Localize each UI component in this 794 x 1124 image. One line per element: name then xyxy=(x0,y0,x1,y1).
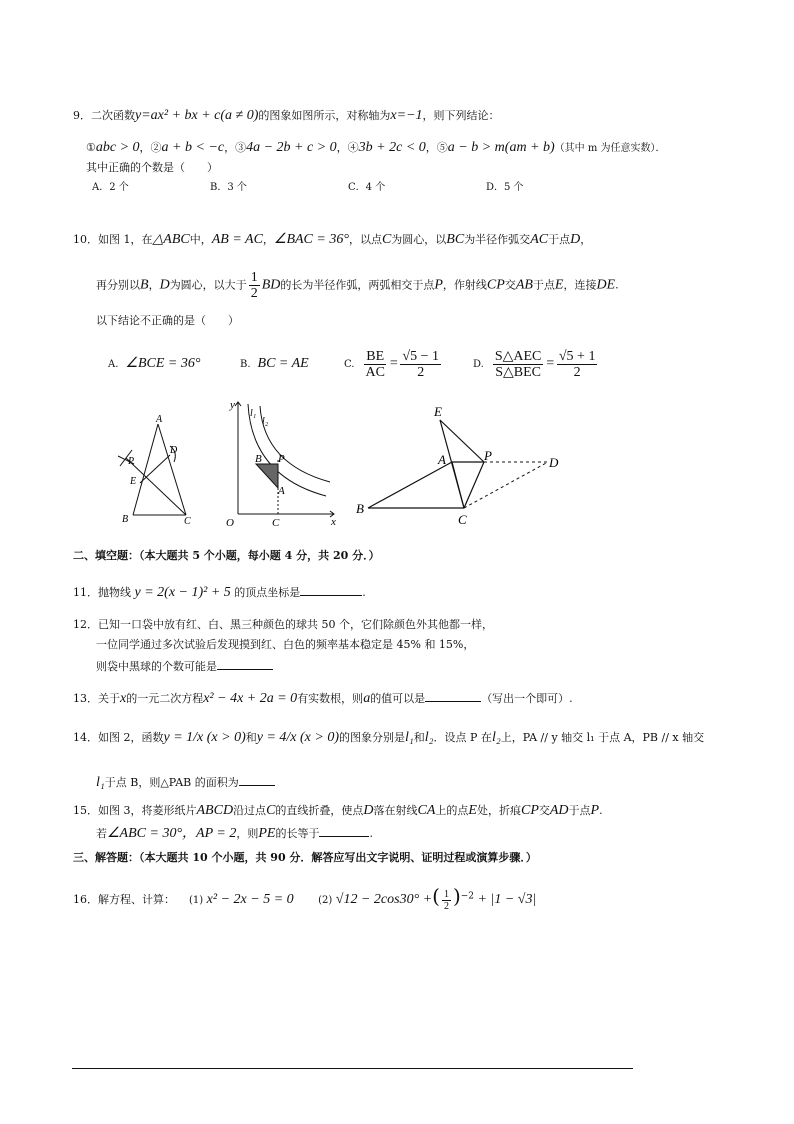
fig3-label-c: C xyxy=(458,512,467,527)
q12-line-2: 一位同学通过多次试验后发现摸到红、白色的频率基本稳定是 45% 和 15%， xyxy=(96,638,475,651)
q9-c1: ① xyxy=(86,141,96,154)
q15-text: 于点 xyxy=(568,804,591,817)
q9-stem-text-3: ，则下列结论： xyxy=(422,109,500,122)
q10-text: 再分别以 xyxy=(96,278,140,292)
q9-c2-expr: a + b < −c xyxy=(161,140,225,155)
dashed-cd xyxy=(464,462,548,508)
q14-text: 上， xyxy=(500,731,523,744)
q14-text: PB // x 轴交 xyxy=(642,731,705,744)
segment-ep xyxy=(440,420,484,462)
q10-var: AC xyxy=(530,232,549,247)
q10-ask: 以下结论不正确的是（ ） xyxy=(96,314,239,327)
q15-line-1 xyxy=(73,803,603,819)
q10-text: ， xyxy=(580,233,592,246)
fig1-label-d: D xyxy=(170,445,178,456)
q15-text: . xyxy=(369,827,373,840)
q10-text: 10．如图 1，在 xyxy=(73,233,153,246)
q13-text: 13．关于 xyxy=(73,692,120,705)
fraction-denominator: 2 xyxy=(443,900,449,912)
q15-var: AD xyxy=(549,803,569,818)
q10-var: BD xyxy=(261,277,281,293)
option-expr: BC = AE xyxy=(257,356,309,371)
q9-c4-expr: 3b + 2c < 0 xyxy=(358,140,426,155)
q10-var: B xyxy=(140,277,149,293)
q14-text: 14．如图 2，函数 xyxy=(73,731,164,744)
q10-var: E xyxy=(554,277,564,293)
q10-option-c xyxy=(344,344,443,385)
option-expr: ∠BCE = 36° xyxy=(125,356,201,371)
q9-c4: ，④ xyxy=(336,141,359,154)
fraction-denominator: 2 xyxy=(417,364,425,380)
option-label: A. xyxy=(108,359,119,370)
q15-var: PE xyxy=(258,826,276,841)
q15-text: 若 xyxy=(96,827,107,840)
q10-half-fraction xyxy=(249,270,260,301)
right-paren: ) xyxy=(452,884,461,908)
q12-text: 则袋中黑球的个数可能是 xyxy=(96,660,217,673)
q10-text: 于点 xyxy=(548,233,571,246)
q14-func-1: y = 1/x (x > 0) xyxy=(163,730,246,745)
q13-text: 有实数根，则 xyxy=(297,692,364,705)
fig1-label-e: E xyxy=(130,476,137,487)
q10-option-d xyxy=(473,344,599,385)
q15-text: 落在射线 xyxy=(373,804,418,817)
q10-text: 为半径作弧交 xyxy=(464,233,531,246)
q15-var: CA xyxy=(417,803,436,818)
q13-text: 的一元二次方程 xyxy=(126,692,204,705)
option-label: B. xyxy=(240,359,251,370)
fig2-label-b: B xyxy=(255,453,262,465)
fig2-label-l2: l₂ xyxy=(262,416,269,427)
q14-text: 于点 B，则△PAB 的面积为 xyxy=(104,776,239,789)
q13-var: x xyxy=(120,691,127,706)
q10-var: AB xyxy=(515,277,533,293)
q15-text: 的长等于 xyxy=(275,827,320,840)
q15-answer-blank[interactable] xyxy=(319,824,369,837)
q12-answer-blank[interactable] xyxy=(217,657,273,670)
q15-text: 交 xyxy=(538,804,550,817)
fig2-label-x: x xyxy=(331,516,336,528)
q15-text: ，则 xyxy=(236,827,259,840)
option-d-fraction-left xyxy=(493,349,544,380)
fraction-denominator: AC xyxy=(365,364,385,380)
fig3-label-d: D xyxy=(549,455,559,470)
q16-part-2-expr-b: + |1 − √3| xyxy=(477,892,537,907)
q15-var: CP xyxy=(520,803,539,818)
q10-var: DE xyxy=(596,277,616,293)
q16-text: 16．解方程、计算： xyxy=(73,893,175,906)
q10-text: ，作射线 xyxy=(442,278,487,292)
q15-text: 处，折痕 xyxy=(476,804,521,817)
q9-axis: x=−1 xyxy=(390,108,423,123)
option-c-fraction-right xyxy=(400,349,441,380)
q12-line-1: 12．已知一口袋中放有红、白、黑三种颜色的球共 50 个，它们除颜色外其他都一样， xyxy=(73,618,493,631)
fraction-numerator: S△AEC xyxy=(494,348,542,364)
q11-text-2: 的顶点坐标是 xyxy=(234,586,301,599)
q13-text: （写出一个即可）. xyxy=(481,692,573,705)
q10-eq2: ∠BAC = 36° xyxy=(273,232,349,247)
option-label: C. xyxy=(344,359,355,370)
q13-expr: x² − 4x + 2a = 0 xyxy=(203,691,298,706)
q16 xyxy=(73,880,536,917)
q9-stem-text: 9．二次函数 xyxy=(73,109,135,122)
q10-var: C xyxy=(381,232,392,247)
option-d-fraction-right xyxy=(557,349,598,380)
q9-option-d: D．5 个 xyxy=(486,182,524,193)
q16-exponent: −2 xyxy=(460,891,475,902)
fraction-denominator: 2 xyxy=(573,364,581,380)
q11-expr: y = 2(x − 1)² + 5 xyxy=(134,585,231,600)
q10-var: D xyxy=(570,232,581,247)
q9-c3: ，③ xyxy=(224,141,247,154)
q9-option-a: A．2 个 xyxy=(92,182,129,193)
q13-var: a xyxy=(363,691,371,706)
q11 xyxy=(73,583,366,601)
q10-text: . xyxy=(615,278,619,292)
q14-var: l₁ xyxy=(405,730,414,745)
q15-var: E xyxy=(468,803,477,818)
fraction-numerator: BE xyxy=(366,348,385,364)
fig3-label-b: B xyxy=(356,501,364,516)
fig2-label-y: y xyxy=(230,399,235,411)
q10-text: 于点 xyxy=(532,278,555,292)
figure-1 xyxy=(112,400,204,530)
q15-var: C xyxy=(266,803,276,818)
q15-text: 15．如图 3，将菱形纸片 xyxy=(73,804,197,817)
q10-var: CP xyxy=(486,277,505,293)
equals-sign: = xyxy=(545,356,555,371)
q9-c5-expr: a − b > m(am + b) xyxy=(447,140,555,155)
q14-text: ．设点 P 在 xyxy=(433,731,492,744)
q14-text: PA // y 轴交 l₁ 于点 A， xyxy=(522,731,643,744)
q13 xyxy=(73,689,573,707)
q9-c5-note: （其中 m 为任意实数）． xyxy=(554,143,666,154)
q9-conclusions xyxy=(86,140,666,157)
q14-text: 和 xyxy=(413,731,425,744)
q10-option-b xyxy=(240,354,309,375)
q10-eq1: AB = AC xyxy=(211,232,263,247)
q9-stem-text-2: 的图象如图所示，对称轴为 xyxy=(258,109,391,122)
fraction-numerator: 1 xyxy=(250,270,258,285)
q10-text: ， xyxy=(148,278,160,292)
q10-line-1 xyxy=(73,232,591,248)
q15-text: . xyxy=(599,804,603,817)
q9-ask: 其中正确的个数是（ ） xyxy=(86,161,218,174)
q14-var: l₂ xyxy=(424,730,434,745)
figure-3 xyxy=(354,400,566,532)
q15-text: 的直线折叠，使点 xyxy=(275,804,364,817)
q9-stem xyxy=(73,108,500,124)
equals-sign: = xyxy=(388,356,399,371)
q10-var: P xyxy=(434,277,443,293)
q10-line-2 xyxy=(96,270,619,301)
q9-option-b: B．3 个 xyxy=(210,182,247,193)
q9-option-c: C．4 个 xyxy=(348,182,386,193)
q16-part-2-label: (2) xyxy=(318,895,333,906)
q10-text: 中， xyxy=(189,233,212,246)
q13-answer-blank[interactable] xyxy=(425,689,481,702)
q10-text: ， xyxy=(262,233,274,246)
fig1-label-c: C xyxy=(184,516,191,527)
fig1-label-b: B xyxy=(122,514,129,525)
q14-answer-blank[interactable] xyxy=(239,773,275,786)
section-2-heading: 二、填空题：（本大题共 5 个小题，每小题 4 分，共 20 分．） xyxy=(73,549,380,562)
q12-line-3 xyxy=(96,657,273,675)
fig2-label-c: C xyxy=(272,517,280,529)
q10-text: 为圆心，以大于 xyxy=(169,278,247,292)
q14-line-2 xyxy=(96,773,275,791)
q14-line-1 xyxy=(73,730,704,746)
q10-text: ，连接 xyxy=(563,278,597,292)
q13-text: 的值可以是 xyxy=(370,692,426,705)
q16-part-1-label: (1) xyxy=(189,895,204,906)
q14-text: 的图象分别是 xyxy=(339,731,405,744)
q9-c1-expr: abc > 0 xyxy=(95,140,140,155)
fraction-denominator: 2 xyxy=(250,286,258,301)
q10-text: 为圆心，以 xyxy=(391,233,447,246)
q10-var: D xyxy=(159,277,170,293)
q11-answer-blank[interactable] xyxy=(300,583,362,596)
q15-line-2 xyxy=(96,824,373,842)
fraction-numerator: 1 xyxy=(443,888,449,900)
fig1-label-p: P xyxy=(128,456,135,467)
q15-var: P xyxy=(590,803,600,818)
q14-var: l₁ xyxy=(96,775,105,790)
fig2-label-a: A xyxy=(278,485,285,497)
q16-half-fraction xyxy=(442,889,451,912)
q9-c3-expr: 4a − 2b + c > 0 xyxy=(246,140,337,155)
q11-text: 11．抛物线 xyxy=(73,586,131,599)
q9-c2: ，② xyxy=(139,141,162,154)
q15-text: 沿过点 xyxy=(233,804,267,817)
left-paren: ( xyxy=(432,884,440,908)
option-label: D. xyxy=(473,359,484,370)
q10-triangle: △ABC xyxy=(152,232,190,247)
section-3-heading: 三、解答题：（本大题共 10 个小题，共 90 分．解答应写出文字说明、证明过程或演算步骤．） xyxy=(73,851,537,864)
fold-cp xyxy=(464,462,484,508)
q15-condition: ∠ABC = 30°，AP = 2 xyxy=(107,826,237,841)
option-c-fraction-left xyxy=(363,349,386,380)
q10-text: ，以点 xyxy=(348,233,382,246)
fraction-numerator: √5 − 1 xyxy=(402,348,439,364)
fig3-label-e: E xyxy=(434,404,442,419)
segment-ba xyxy=(368,462,452,508)
q9-function: y=ax² + bx + c(a ≠ 0) xyxy=(135,108,259,123)
q10-text: 交 xyxy=(504,278,516,292)
q14-func-2: y = 4/x (x > 0) xyxy=(256,730,339,745)
q16-part-2-expr-a: √12 − 2cos30° + xyxy=(335,892,433,907)
q14-var: l₂ xyxy=(491,730,501,745)
triangle-pab xyxy=(256,464,278,488)
q10-option-a xyxy=(108,354,200,375)
fig3-label-p: P xyxy=(484,448,492,463)
fraction-numerator: √5 + 1 xyxy=(558,348,596,364)
footer-rule xyxy=(72,1068,633,1069)
segment-de xyxy=(140,455,170,483)
figure-2 xyxy=(218,396,348,532)
fig2-label-p: P xyxy=(278,453,285,465)
q15-var: D xyxy=(363,803,374,818)
curve-l1 xyxy=(248,404,326,496)
q10-var: BC xyxy=(446,232,465,247)
fig2-label-o: O xyxy=(226,517,234,529)
q16-part-1-expr: x² − 2x − 5 = 0 xyxy=(206,892,294,907)
fig2-label-l1: l₁ xyxy=(250,408,257,419)
q10-text: 的长为半径作弧，两弧相交于点 xyxy=(280,278,435,292)
fraction-denominator: S△BEC xyxy=(495,364,542,380)
q11-end: . xyxy=(362,586,366,599)
q15-var: ABCD xyxy=(196,803,234,818)
fig3-label-a: A xyxy=(438,452,446,467)
fig1-label-a: A xyxy=(156,414,163,425)
q9-c5: ，⑤ xyxy=(425,141,448,154)
q14-text: 和 xyxy=(245,731,257,744)
q15-text: 上的点 xyxy=(435,804,469,817)
